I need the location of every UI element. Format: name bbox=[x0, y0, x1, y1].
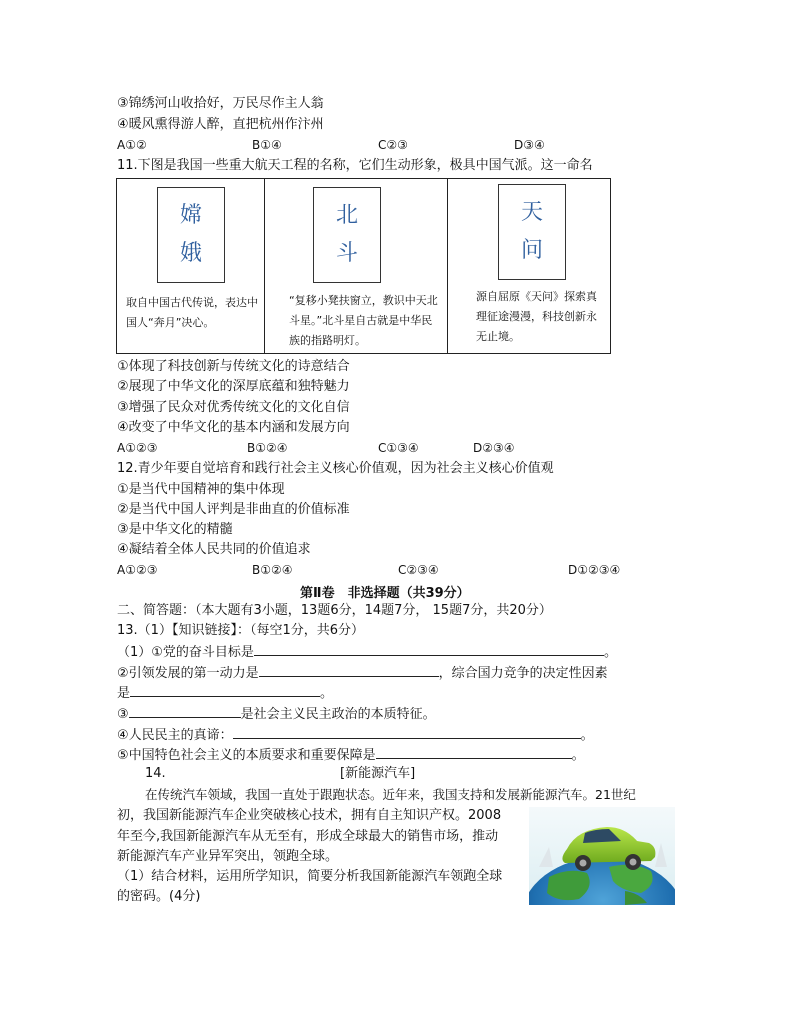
name-char: 嫦 bbox=[179, 203, 202, 228]
period: 。 bbox=[320, 686, 334, 701]
new-energy-car-image bbox=[529, 807, 675, 905]
q13-heading: 13.（1）【知识链接】：（每空1分，共6分） bbox=[117, 623, 364, 638]
q14-question-1: （1）结合材料，运用所学知识，简要分析我国新能源汽车领跑全球 bbox=[117, 869, 503, 884]
q10-option-b: B①④ bbox=[252, 138, 282, 152]
q13-line-2 bbox=[117, 663, 608, 682]
q14-para-3: 年至今,我国新能源汽车从无至有，形成全球最大的销售市场，推动 bbox=[117, 829, 499, 844]
q14-title: [新能源汽车] bbox=[340, 766, 416, 781]
answer-blank-5[interactable] bbox=[233, 725, 581, 739]
q12-option-b: B①②④ bbox=[252, 563, 293, 577]
cell-caption: “复移小凳扶窗立，教识中天北斗星。”北斗星自古就是中华民族的指路明灯。 bbox=[289, 294, 438, 347]
name-char: 娥 bbox=[179, 241, 202, 266]
q13-prompt-5: ④人民民主的真谛： bbox=[117, 728, 233, 743]
q12-stem: 12.青少年要自觉培育和践行社会主义核心价值观，因为社会主义核心价值观 bbox=[117, 461, 554, 476]
cell-caption: 取自中国古代传说，表达中国人“奔月”决心。 bbox=[126, 296, 258, 329]
car-globe-illustration bbox=[529, 807, 675, 905]
q13-line-6 bbox=[117, 745, 585, 764]
q12-option-d: D①②③④ bbox=[568, 563, 621, 577]
q13-prompt-2: ②引领发展的第一动力是 bbox=[117, 666, 259, 681]
q12-option-c: C②③④ bbox=[398, 563, 439, 577]
period: 。 bbox=[580, 728, 594, 743]
q12-item-1: ①是当代中国精神的集中体现 bbox=[117, 482, 285, 497]
name-char: 斗 bbox=[335, 241, 358, 266]
q13-prompt-4: 是社会主义民主政治的本质特征。 bbox=[240, 707, 436, 722]
q11-item-3: ③增强了民众对优秀传统文化的文化自信 bbox=[117, 400, 350, 415]
part-two-title: 第Ⅱ卷 非选择题（共39分） bbox=[300, 586, 470, 601]
q13-prompt-3: 是 bbox=[117, 686, 131, 701]
cell-caption: 源自屈原《天问》探索真理征途漫漫，科技创新永无止境。 bbox=[476, 290, 597, 343]
name-box-beidou bbox=[313, 187, 381, 283]
q11-item-2: ②展现了中华文化的深厚底蕴和独特魅力 bbox=[117, 379, 350, 394]
period: 。 bbox=[603, 645, 617, 660]
table-cell-beidou bbox=[264, 179, 447, 353]
q13-line-5 bbox=[117, 725, 594, 744]
answer-blank-2[interactable] bbox=[259, 663, 439, 677]
q10-option-a: A①② bbox=[117, 138, 147, 152]
aerospace-names-table bbox=[116, 178, 611, 354]
q11-option-a: A①②③ bbox=[117, 441, 158, 455]
q13-prompt-2b: ，综合国力竞争的决定性因素 bbox=[438, 666, 608, 681]
q10-option-d: D③④ bbox=[514, 138, 545, 152]
q14-para-4: 新能源汽车产业异军突出，领跑全球。 bbox=[117, 849, 339, 864]
q11-option-c: C①③④ bbox=[378, 441, 419, 455]
table-cell-change bbox=[117, 179, 264, 353]
name-box-tianwen bbox=[498, 184, 566, 280]
table-cell-tianwen bbox=[447, 179, 610, 353]
answer-blank-4[interactable] bbox=[129, 704, 241, 718]
q13-marker-3: ③ bbox=[117, 707, 129, 722]
q11-item-1: ①体现了科技创新与传统文化的诗意结合 bbox=[117, 359, 350, 374]
q13-line-3 bbox=[117, 683, 333, 702]
q13-prompt-1: （1）①党的奋斗目标是 bbox=[117, 645, 254, 660]
q13-prompt-6: ⑤中国特色社会主义的本质要求和重要保障是 bbox=[117, 748, 376, 763]
q13-line-1 bbox=[117, 642, 617, 661]
q14-para-2: 初，我国新能源汽车企业突破核心技术，拥有自主知识产权。2008 bbox=[117, 808, 502, 823]
q13-line-4 bbox=[117, 704, 436, 723]
q12-item-4: ④凝结着全体人民共同的价值追求 bbox=[117, 542, 311, 557]
q11-item-4: ④改变了中华文化的基本内涵和发展方向 bbox=[117, 420, 350, 435]
q12-option-a: A①②③ bbox=[117, 563, 158, 577]
period: 。 bbox=[571, 748, 585, 763]
name-char: 北 bbox=[335, 203, 358, 228]
name-box-change bbox=[157, 187, 225, 283]
answer-blank-1[interactable] bbox=[254, 642, 604, 656]
q12-item-3: ③是中华文化的精髓 bbox=[117, 522, 233, 537]
answer-blank-3[interactable] bbox=[130, 683, 320, 697]
q11-stem: 11.下图是我国一些重大航天工程的名称，它们生动形象，极具中国气派。这一命名 bbox=[117, 158, 593, 173]
section-two-heading: 二、简答题：（本大题有3小题，13题6分，14题7分， 15题7分，共20分） bbox=[117, 603, 552, 618]
q14-question-1-cont: 的密码。(4分) bbox=[117, 889, 201, 904]
name-char: 天 bbox=[520, 200, 543, 225]
name-char: 问 bbox=[520, 238, 543, 263]
q12-item-2: ②是当代中国人评判是非曲直的价值标准 bbox=[117, 502, 350, 517]
q11-option-d: D②③④ bbox=[473, 441, 515, 455]
q10-item-4: ④暖风熏得游人醉，直把杭州作汴州 bbox=[117, 117, 324, 132]
q14-para-1: 在传统汽车领域，我国一直处于跟跑状态。近年来，我国支持和发展新能源汽车。21世纪 bbox=[145, 787, 636, 802]
q14-number: 14. bbox=[145, 766, 166, 781]
q10-item-3: ③锦绣河山收拾好，万民尽作主人翁 bbox=[117, 96, 324, 111]
answer-blank-6[interactable] bbox=[376, 745, 572, 759]
q10-option-c: C②③ bbox=[378, 138, 408, 152]
q11-option-b: B①②④ bbox=[247, 441, 288, 455]
